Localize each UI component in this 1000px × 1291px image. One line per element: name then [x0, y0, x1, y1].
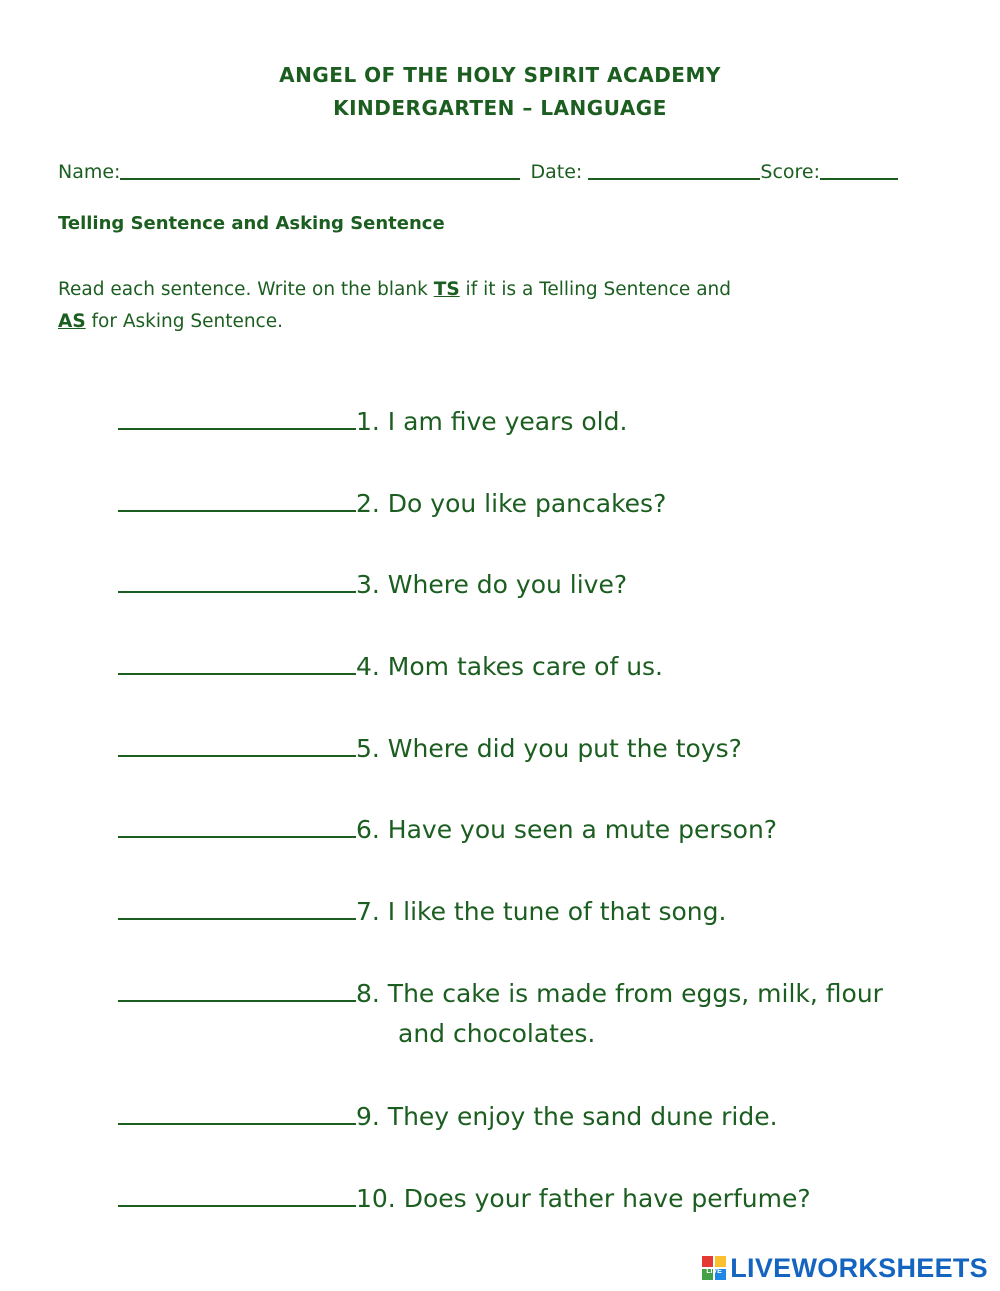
subject-title: KINDERGARTEN – LANGUAGE	[333, 96, 667, 120]
score-label: Score:	[760, 161, 821, 183]
question-item	[118, 645, 948, 687]
question-text: 6. Have you seen a mute person?	[356, 815, 778, 844]
question-item	[118, 482, 948, 524]
name-label: Name:	[58, 161, 121, 183]
ts-abbreviation: TS	[433, 279, 460, 300]
instructions-part3: for Asking Sentence.	[85, 311, 283, 332]
answer-blank[interactable]	[118, 400, 356, 430]
question-item	[118, 808, 948, 850]
answer-blank[interactable]	[118, 972, 356, 1002]
question-item	[118, 563, 948, 605]
liveworksheets-logo-icon	[702, 1256, 726, 1280]
question-item	[118, 890, 948, 932]
as-abbreviation: AS	[58, 311, 86, 332]
answer-blank[interactable]	[118, 1177, 356, 1207]
answer-blank[interactable]	[118, 563, 356, 593]
score-field[interactable]	[820, 158, 898, 180]
logo-mark-letters: LIVE	[706, 1268, 723, 1275]
question-text: 3. Where do you live?	[356, 570, 628, 599]
question-item	[118, 972, 948, 1054]
section-title: Telling Sentence and Asking Sentence	[58, 213, 445, 234]
name-field[interactable]	[120, 158, 520, 180]
date-field[interactable]	[588, 158, 760, 180]
instructions-part2: if it is a Telling Sentence and	[459, 279, 731, 300]
answer-blank[interactable]	[118, 727, 356, 757]
question-text: 9. They enjoy the sand dune ride.	[356, 1102, 778, 1131]
question-text: 8. The cake is made from eggs, milk, flour	[356, 979, 883, 1008]
student-info-row	[58, 158, 938, 183]
question-item	[118, 1095, 948, 1137]
question-item	[118, 1177, 948, 1219]
question-text: 4. Mom takes care of us.	[356, 652, 664, 681]
question-text: 5. Where did you put the toys?	[356, 734, 742, 763]
school-name: ANGEL OF THE HOLY SPIRIT ACADEMY	[279, 63, 721, 87]
question-text: 7. I like the tune of that song.	[356, 897, 727, 926]
instructions	[58, 274, 958, 338]
answer-blank[interactable]	[118, 1095, 356, 1125]
date-label: Date:	[530, 161, 583, 183]
liveworksheets-logo[interactable]	[702, 1251, 988, 1285]
question-text: 1. I am five years old.	[356, 407, 628, 436]
instructions-part1: Read each sentence. Write on the blank	[58, 279, 434, 300]
answer-blank[interactable]	[118, 482, 356, 512]
answer-blank[interactable]	[118, 890, 356, 920]
answer-blank[interactable]	[118, 645, 356, 675]
question-text-continued: and chocolates.	[398, 1019, 596, 1048]
question-text: 2. Do you like pancakes?	[356, 489, 667, 518]
logo-text: LIVEWORKSHEETS	[730, 1252, 988, 1283]
answer-blank[interactable]	[118, 808, 356, 838]
question-text: 10. Does your father have perfume?	[356, 1184, 811, 1213]
question-item	[118, 727, 948, 769]
question-item	[118, 400, 948, 442]
